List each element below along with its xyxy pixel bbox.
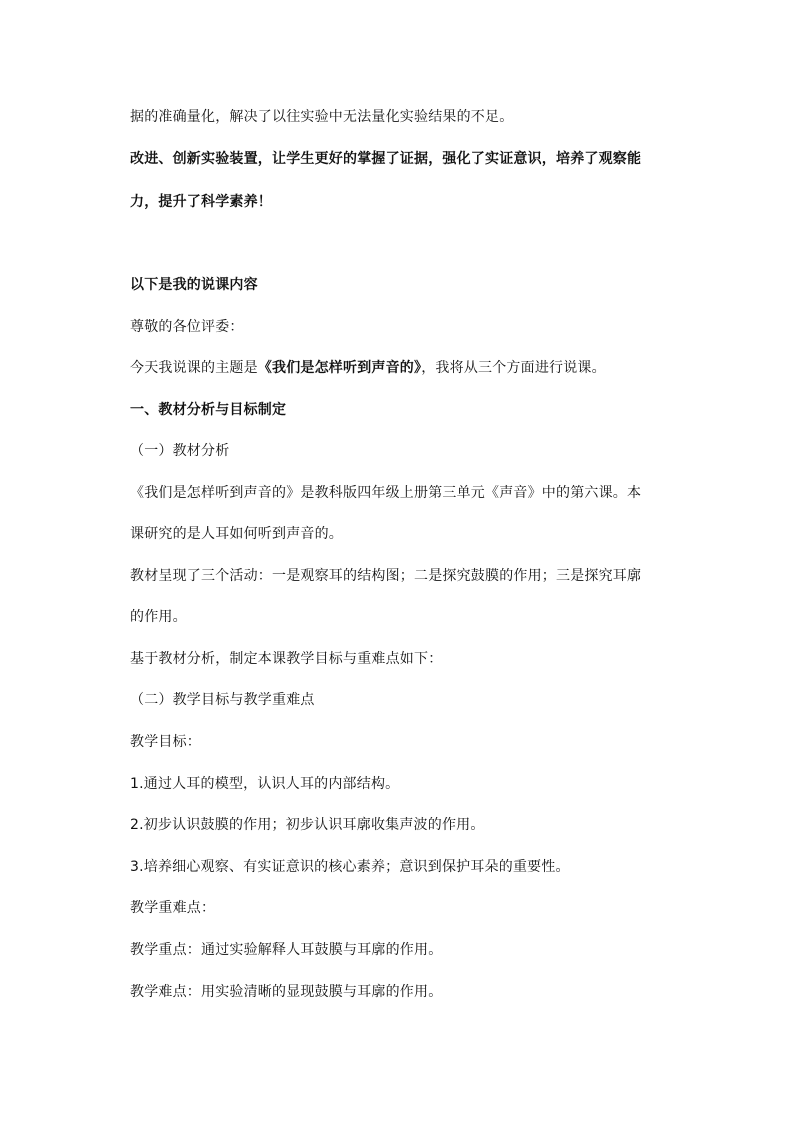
paragraph-line: 《我们是怎样听到声音的》是教科版四年级上册第三单元《声音》中的第六课。本 <box>130 485 642 501</box>
paragraph-line: 教材呈现了三个活动：一是观察耳的结构图；二是探究鼓膜的作用；三是探究耳廓 <box>130 568 642 584</box>
list-item: 3.培养细心观察、有实证意识的核心素养；意识到保护耳朵的重要性。 <box>130 859 570 875</box>
label-line: 教学目标： <box>130 734 201 750</box>
list-item: 2.初步认识鼓膜的作用；初步认识耳廓收集声波的作用。 <box>130 817 485 833</box>
section-intro-heading: 以下是我的说课内容 <box>130 277 258 293</box>
paragraph-line: 教学重点：通过实验解释人耳鼓膜与耳廓的作用。 <box>130 942 443 958</box>
paragraph-line: 据的准确量化，解决了以往实验中无法量化实验结果的不足。 <box>130 109 514 125</box>
section-heading-1: 一、教材分析与目标制定 <box>130 402 287 418</box>
paragraph-line-bold: 力，提升了科学素养！ <box>130 194 272 210</box>
topic-suffix: ，我将从三个方面进行说课。 <box>421 360 606 376</box>
topic-line <box>130 358 670 378</box>
paragraph-line: 的作用。 <box>130 609 187 625</box>
lesson-title: 《我们是怎样听到声音的》 <box>257 360 422 376</box>
subsection-heading: （二）教学目标与教学重难点 <box>130 692 315 708</box>
list-item: 1.通过人耳的模型，认识人耳的内部结构。 <box>130 776 400 792</box>
paragraph-line: 基于教材分析，制定本课教学目标与重难点如下： <box>130 651 443 667</box>
paragraph-line: 课研究的是人耳如何听到声音的。 <box>130 526 343 542</box>
topic-prefix: 今天我说课的主题是 <box>130 360 258 376</box>
paragraph-line-bold: 改进、创新实验装置，让学生更好的掌握了证据，强化了实证意识，培养了观察能 <box>130 151 642 167</box>
label-line: 教学重难点： <box>130 900 216 916</box>
paragraph-line: 教学难点：用实验清晰的显现鼓膜与耳廓的作用。 <box>130 984 443 1000</box>
salutation: 尊敬的各位评委： <box>130 319 244 335</box>
subsection-heading: （一）教材分析 <box>130 443 230 459</box>
